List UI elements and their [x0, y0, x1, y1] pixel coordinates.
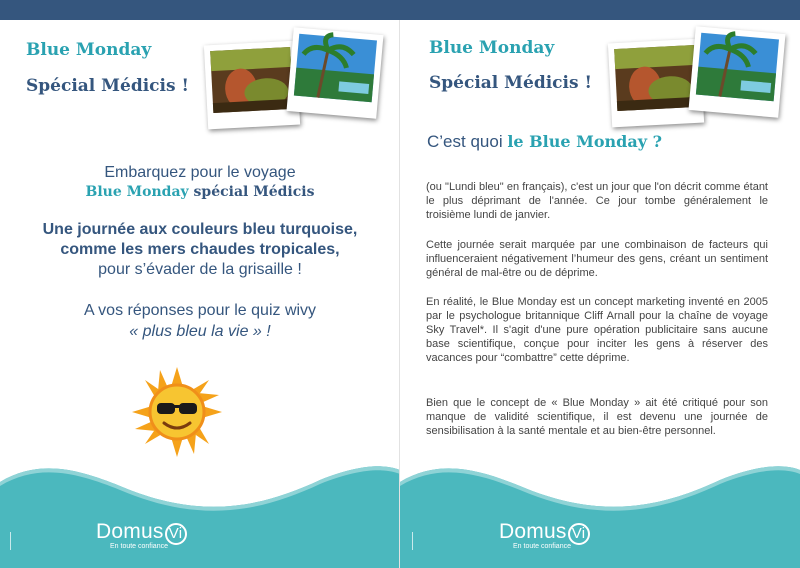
top-banner: [0, 0, 800, 20]
page-subtitle: Spécial Médicis !: [429, 73, 592, 93]
left-page: [0, 20, 400, 568]
logo-tagline: En toute confiance: [110, 543, 168, 550]
divider-mark: [10, 532, 11, 550]
footer-wave: [400, 460, 800, 568]
page-title: Blue Monday: [26, 40, 152, 60]
quiz-line-2: « plus bleu la vie » !: [129, 323, 271, 340]
tropical-photo-icon: [204, 41, 300, 130]
right-page: [400, 20, 800, 568]
section-heading: C’est quoi le Blue Monday ?: [427, 132, 662, 151]
tropical-photo-icon: [608, 39, 704, 128]
section-heading-highlight: le Blue Monday ?: [507, 132, 662, 151]
palm-beach-photo-icon: [689, 26, 786, 118]
domusvi-logo-icon: [499, 520, 590, 550]
divider-mark: [412, 532, 413, 550]
quiz-line-1: A vos réponses pour le quiz wivy: [83, 302, 317, 319]
logo-tagline: En toute confiance: [513, 543, 571, 550]
intro-text: [0, 163, 400, 202]
description-line-3: pour s’évader de la grisaille !: [98, 261, 302, 278]
palm-beach-photo-icon: [287, 27, 384, 119]
logo-name: Domus Vi: [499, 520, 590, 543]
description-line-1: Une journée aux couleurs bleu turquoise,: [42, 221, 358, 238]
domusvi-logo-icon: [96, 520, 187, 550]
quiz-text: [0, 300, 400, 342]
paragraph: Cette journée serait marquée par une combinaison de facteurs qui influenceraient négativement l’humeur des gens, créant un sentiment général de mal-être ou de déprime.: [426, 239, 768, 279]
page-title: Blue Monday: [429, 38, 555, 58]
sun-with-sunglasses-icon: [130, 365, 224, 459]
logo-name: Domus Vi: [96, 520, 187, 543]
description-line-2: comme les mers chaudes tropicales,: [60, 241, 340, 258]
intro-line-2: [0, 182, 400, 202]
intro-line-1: Embarquez pour le voyage: [104, 164, 296, 181]
footer-wave: [0, 460, 400, 568]
paragraph: (ou "Lundi bleu" en français), c'est un jour que l'on décrit comme étant le plus déprimant de l'année. Ce jour tombe généralement le troisième lundi de janvier.: [426, 181, 768, 221]
description-text: [0, 220, 400, 280]
page-subtitle: Spécial Médicis !: [26, 76, 189, 96]
intro-highlight-end: spécial Médicis: [188, 184, 315, 200]
intro-highlight: Blue Monday: [85, 184, 189, 200]
paragraph: En réalité, le Blue Monday est un concept marketing inventé en 2005 par le psychologue britannique Cliff Arnall pour la chaîne de voyage Sky Travel*. Il s'agit d'une pure opération publicitaire sans aucune base scientifique, conçue pour inciter les gens à réserver des vacances pour “combattre” cette déprime.: [426, 296, 768, 364]
paragraph: Bien que le concept de « Blue Monday » ait été critiqué pour son manque de validité scientifique, il est devenu une journée de sensibilisation à la santé mentale et au bien-être personnel.: [426, 397, 768, 437]
